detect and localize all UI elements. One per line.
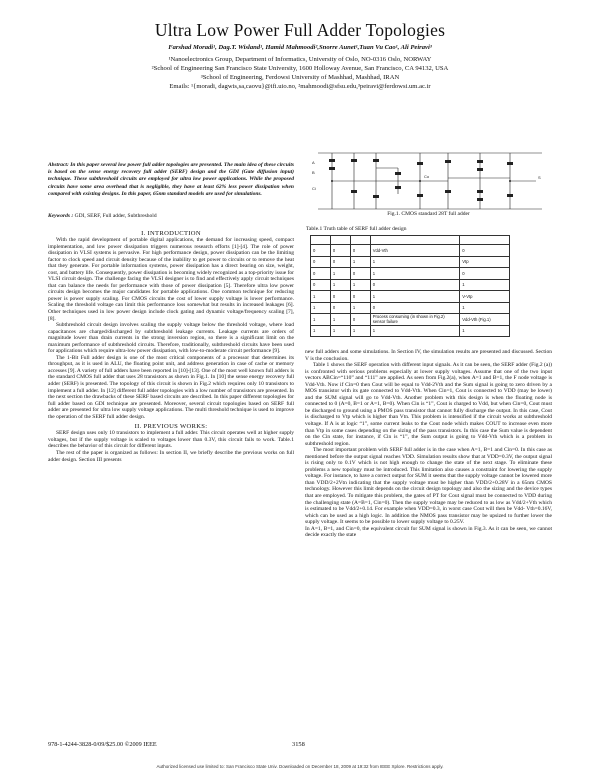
- affiliation-1: ¹Nanoelectronics Group, Department of Informatics, University of Oslo, NO-0316 Oslo, NORWAY: [168, 56, 432, 63]
- table-cell: 0: [350, 291, 370, 303]
- keywords-label: Keywords :: [48, 213, 74, 219]
- table-row: [311, 314, 510, 326]
- right-column-body: [305, 349, 552, 539]
- table-row: [311, 302, 510, 314]
- table-row: [311, 279, 510, 291]
- intro-paragraph-3: The 1-Bit Full adder design is one of the most critical components of a processor that determines its throughput, as it is used in ALU, the floating point unit, and address generation in case of cache or memory accesses [9]. A variety of full adders have been reported in [10]-[13]. One of the most well known full adders is the standard CMOS full adder that uses 28 transistors as shown in Fig.1. In [10] the sense energy recovery full adder (SERF) is presented. The topology of this circuit is shown in Fig.2 which requires only 10 transistors to implement a full adder. In [12] different full adder topologies with a low number of transistors are presented. In the next section the drawbacks of these SERF based circuits are described. In this paper different topologies for full adder based on GDI technique are presented. Moreover, several circuit topologies based on SERF full adder are presented for ultra low supply voltage applications. The multi threshold technique is used to improve the operation of the SERF full adder design.: [48, 354, 294, 420]
- table-cell: 0: [311, 268, 331, 280]
- table-cell: 0: [350, 314, 370, 326]
- author-emails: Emails: ¹{moradi, dagwis,sa,caovu}@ifi.uio.no, ²mahmoodi@sfsu.edu,³peiravi@ferdowsi.um.ac.ir: [169, 83, 431, 90]
- table-cell: 1: [370, 291, 460, 303]
- intro-paragraph-1: With the rapid development of portable digital applications, the demand for increasing speed, compact implementation, and low power dissipation triggers numerous research efforts [1]-[4]. The role of power dissipation in VLSI systems is pervasive. For high performance design, power dissipation can be the limiting factor to clock speed and circuit density because of the inability to get power to circuits or to remove the heat that they generate. For portable information systems, power dissipation has a direct bearing on size, weight, cost, and battery life. Consequently, power dissipation is becoming widely recognized as a top-priority issue for VLSI circuit design. The challenge facing the VLSI designer is to find and effectively apply circuit techniques that can balance the needs for performance with those of power dissipation [5]. Therefore ultra low power circuits design becomes the major candidates for portable applications. One common technique for reducing power is power supply scaling. For CMOS circuits the cost of lower supply voltage is lower performance. Scaling the threshold voltage can limit this performance loss somewhat but results in increased leakages [6]. Other techniques used in low power design include clock gating and dynamic voltage/frequency scaling [7], [8].: [48, 237, 294, 322]
- cmos-full-adder-schematic: [310, 150, 550, 212]
- table-cell: 1: [460, 302, 510, 314]
- table-cell: 0: [350, 245, 370, 257]
- table-cell: 1: [350, 279, 370, 291]
- fig-label-s: S: [538, 175, 541, 180]
- table-cell: 1: [370, 325, 460, 337]
- table-cell: 0: [370, 279, 460, 291]
- table-cell: 1: [350, 325, 370, 337]
- table-cell: 0: [460, 245, 510, 257]
- table-cell: 1: [350, 256, 370, 268]
- table-cell: [350, 236, 370, 245]
- abstract-label: Abstract:: [48, 162, 69, 168]
- table-cell: 1: [330, 268, 350, 280]
- table-cell: 0: [370, 302, 460, 314]
- table-cell: Vdd-Vth: [370, 245, 460, 257]
- table-cell: 1: [460, 279, 510, 291]
- right-paragraph-4: In A=1, B=1, and Cin=0, the equivalent circuit for SUM signal is shown in Fig.3. As it can be seen, we cannot decide exactly the state: [305, 525, 552, 539]
- affiliation-3: ³School of Engineering, Ferdowsi University of Mashhad, Mashhad, IRAN: [200, 74, 400, 81]
- table-cell: 0: [330, 302, 350, 314]
- fig-label-a: A: [312, 160, 315, 165]
- abstract: [48, 162, 294, 198]
- section-heading-introduction: I. INTRODUCTION: [141, 230, 201, 237]
- table-row: [311, 325, 510, 337]
- table-cell: [460, 236, 510, 245]
- left-column-body: [48, 230, 294, 463]
- table-cell: [370, 236, 460, 245]
- table-cell: 0: [350, 268, 370, 280]
- table-cell: 1: [330, 279, 350, 291]
- table-cell: 0: [330, 256, 350, 268]
- table-cell: 1: [330, 325, 350, 337]
- table-cell: 1: [311, 314, 331, 326]
- table-cell: Vtp: [460, 256, 510, 268]
- table-cell: 1: [311, 291, 331, 303]
- figure-1-caption: Fig.1. CMOS standard 28T full adder: [387, 211, 470, 217]
- license-notice: Authorized licensed use limited to: San Francisco State Univ. Downloaded on December 18, 2009 at 19:32 from IEEE Xplore. Restrictions apply.: [156, 764, 444, 769]
- right-paragraph-1: new full adders and some simulations. In Section IV, the simulation results are presented and discussed. Section V is the conclusion.: [305, 349, 552, 362]
- table-cell: Process consuming (in shown in Fig.2) sensor failure: [370, 314, 460, 326]
- keywords-text: GDI, SERF, Full adder, Subthreshold: [73, 213, 157, 219]
- table-row: [311, 256, 510, 268]
- table-cell: 0: [311, 245, 331, 257]
- truth-table: [310, 235, 510, 337]
- table-cell: Vdd-Vth (Fig.1): [460, 314, 510, 326]
- previous-works-paragraph-1: SERF design uses only 10 transistors to implement a full adder. This circuit operates well at higher supply voltages, but if the supply voltage is scaled to voltages lower than 0.3V, this circuit fails to work. Table.1 describes the behavior of this circuit for different inputs.: [48, 430, 294, 450]
- intro-paragraph-2: Subthreshold circuit design involves scaling the supply voltage below the threshold voltage, where load capacitances are charged/discharged by subthreshold leakage currents. Leakage currents are orders of magnitude lower than drain currents in the strong inversion region, so there is a significant limit on the maximum performance of subthreshold circuits. Therefore, traditionally, subthreshold circuits have been used for applications which require ultra-low power dissipation, with low-to-moderate circuit performance [9].: [48, 322, 294, 355]
- table-cell: [330, 236, 350, 245]
- table-cell: 1: [350, 302, 370, 314]
- table-row: [311, 268, 510, 280]
- fig-label-b: B: [312, 170, 315, 175]
- table-row: [311, 245, 510, 257]
- table-cell: 1: [370, 268, 460, 280]
- fig-label-ci: Ci: [312, 186, 316, 191]
- right-paragraph-3: The most important problem with SERF full adder is in the case when A=1, B=1 and Cin=0. In this case as mentioned before the output signal reaches VDD. Simulation results show that at VDD=0.3V, the output signal is rising only to 0.1V which is not high enough to change the state of the next stage. To eliminate these problems a new topology must be introduced. This limitation also causes a constraint for lowering the supply voltage. For instance, to have a correct output for SUM it seems that the supply voltage cannot be lowered more than VDD/2+2Vtn indicating that the supply voltage must be higher than VDD/2+0.28V in a 65nm CMOS technology. However this limit depends on the circuit design topology and also the sizing and the device types that are employed. To mitigate this problem, the gates of PT for Cout signal must be connected to VDD during the challenging state (A=B=1, Cin=0). Then the supply voltage may be reduced to as low as Vdd/2+Vth which is estimated to be Vdd/2+0.14. For example when VDD=0.3, in worst case Cout will then be Vdd- Vth=0.16V, which can be used as a high logic. In addition the NMOS pass transistor may be upsized to further lower the supply voltage. It seems to be possible to lower supply voltage to 0.25V.: [305, 447, 552, 526]
- right-paragraph-2: Table 1 shows the SERF operation with different input signals. As it can be seen, the SERF adder (Fig.2 (a)) is confronted with serious problems especially at lower supply voltages. Assume that one of the two input vectors ABCin=“110” and “111” are applied. As seen from Fig.2(a), when A=1 and B=1, the F node voltage is Vdd-Vth. Now if Cin=0 then Cout will be equal to Vdd-2Vth and the Sum signal is going to zero driven by a MOS transistor with its gate connected to Vdd-Vth. When Cin=1, Cout is connected to VDD (may be lower) and the SUM signal will go to Vdd-Vth. Another problem with this design is when the floating node is connected to 0 (A=0, B=1 or A=1, B=0). When Cin is “1”, Cout is charged to Vdd, but when Cin=0, Cout must be discharged to ground using a PMOS pass transistor that cannot fully discharge the output. In this case, Cout is discharged to Vtp which is higher than Vtn. This problem is intensified if the circuit works at subthreshold voltage. If A is at logic “1”, some current leaks to the Cout node which makes COUT to increase even more than Vtp in some cases depending on the sizing of the pass transistors. In this case the Sum value is dependent on the Cin state, for instance, if Cin is “1”, the Sum output is going to Vdd-Vth which is a problem in subthreshold region.: [305, 362, 552, 447]
- table-cell: 0: [311, 279, 331, 291]
- table-cell: 0: [460, 268, 510, 280]
- footer-isbn: 978-1-4244-3828-0/09/$25.00 ©2009 IEEE: [48, 741, 157, 748]
- table-cell: 1: [311, 302, 331, 314]
- table-cell: 0: [311, 256, 331, 268]
- previous-works-paragraph-2: The rest of the paper is organized as follows: In section II, we briefly describe the previous works on full adder design. Section III presents: [48, 449, 294, 463]
- table-1-caption: Table.1 Truth table of SERF full adder design: [306, 226, 407, 232]
- table-cell: V-Vtp: [460, 291, 510, 303]
- table-row: [311, 236, 510, 245]
- abstract-text: In this paper several low power full adder topologies are presented. The main idea of these circuits is based on the sense energy recovery full adder (SERF) design and the GDI (Gate diffusion input) technique. These subthreshold circuits are employed for ultra low power applications. While the proposed circuits have some area overhead that is negligible, they have at least 62% less power dissipation when compared with existing designs. In this paper, 65nm standard models are used for simulations.: [48, 162, 294, 197]
- keywords: [48, 213, 294, 220]
- section-heading-previous-works: II. PREVIOUS WORKS:: [134, 423, 208, 431]
- page-number: 3158: [292, 741, 305, 748]
- table-cell: 1: [311, 325, 331, 337]
- table-cell: 0: [330, 245, 350, 257]
- table-cell: 1: [370, 256, 460, 268]
- author-list: Farshad Moradi¹, Dag.T. Wisland¹, Hamid Mahmoodi²,Snorre Aunet¹,Tuan Vu Cao¹, Ali Peiravi³: [168, 44, 432, 51]
- paper-title: Ultra Low Power Full Adder Topologies: [154, 20, 446, 40]
- table-row: [311, 291, 510, 303]
- table-cell: 1: [460, 325, 510, 337]
- affiliation-2: ²School of Engineering San Francisco State University, 1600 Holloway Avenue, San Francisco, CA 94132, USA: [151, 65, 449, 72]
- table-cell: 1: [330, 314, 350, 326]
- table-cell: 0: [330, 291, 350, 303]
- table-cell: [311, 236, 331, 245]
- fig-label-co: Co: [424, 174, 430, 179]
